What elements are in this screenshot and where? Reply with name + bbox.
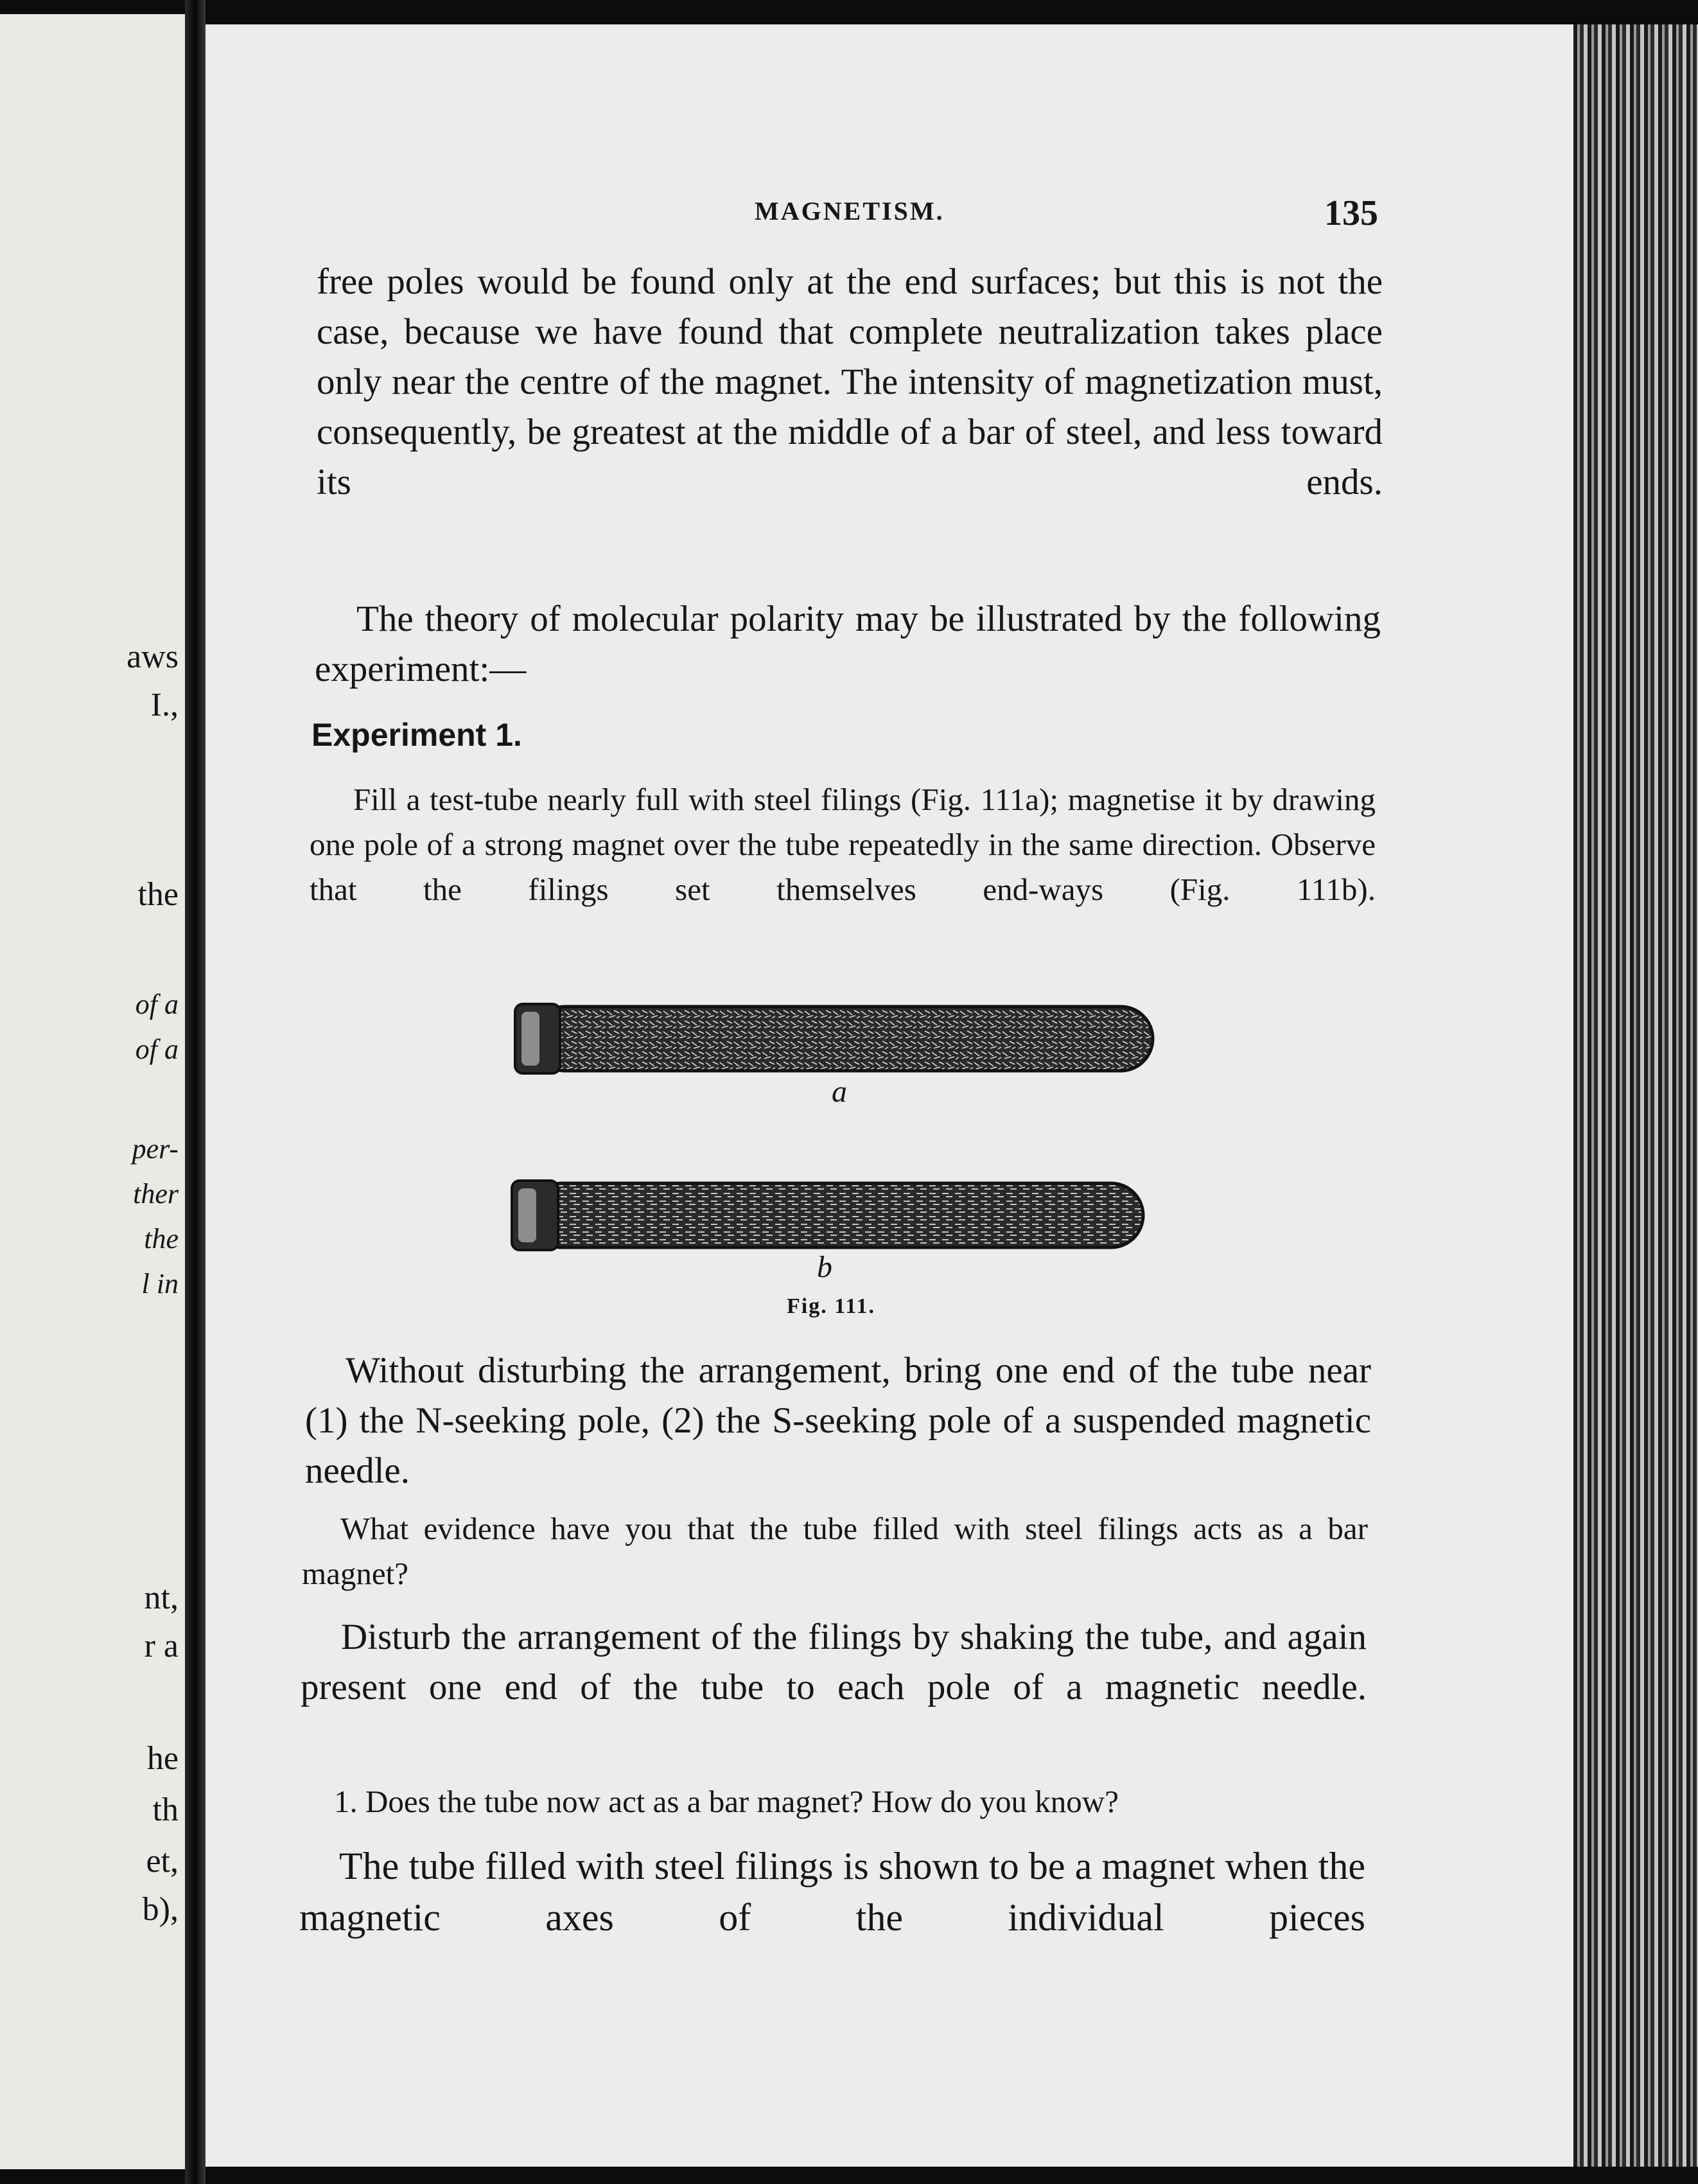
facing-page-fragment: he	[146, 1740, 179, 1777]
facing-page-fragment: et,	[146, 1843, 179, 1880]
figure-label-a: a	[832, 1075, 847, 1109]
experiment-instructions: Fill a test-tube nearly full with steel filings (Fig. 111a); magnetise it by drawing one pole of a strong magnet over the tube repeatedly in the same direction. Observe that the filings set themselves end-ways (Fig. 111b).	[310, 782, 1376, 907]
question-text: What evidence have you that the tube filled with steel filings acts as a bar magnet?	[302, 1511, 1368, 1591]
facing-page-fragment: r a	[144, 1628, 179, 1664]
body-paragraph: The tube filled with steel filings is shown to be a magnet when the magnetic axes of the individual pieces	[299, 1845, 1365, 1939]
question-text: 1. Does the tube now act as a bar magnet? How do you know?	[334, 1784, 1119, 1819]
body-paragraph: The theory of molecular polarity may be illustrated by the following experiment:—	[315, 599, 1381, 689]
body-paragraph: free poles would be found only at the end surfaces; but this is not the case, because we have found that complete neutralization takes place only near the centre of the magnet. The intensity of magnetization must, consequently, be greatest at the middle of a bar of steel, and less toward its ends.	[317, 261, 1383, 502]
facing-page-fragment: l in	[141, 1268, 179, 1299]
facing-page-fragment: ther	[133, 1178, 179, 1210]
page-stack-edge	[1573, 24, 1698, 2167]
experiment-heading: Experiment 1.	[311, 717, 522, 753]
facing-page-fragment: the	[144, 1223, 179, 1255]
facing-page-fragment: b),	[142, 1891, 179, 1928]
facing-page-fragment: aws	[127, 638, 179, 675]
running-head: MAGNETISM.	[755, 197, 945, 225]
body-paragraph: Disturb the arrangement of the filings by shaking the tube, and again present one end of the tube to each pole of a magnetic needle.	[301, 1617, 1367, 1707]
facing-page-fragment: of a	[135, 989, 179, 1020]
figure-label-b: b	[817, 1250, 832, 1284]
facing-page-fragment: per-	[132, 1133, 179, 1165]
facing-page-fragment: the	[137, 876, 179, 913]
facing-page-fragment: I.,	[150, 687, 179, 723]
facing-page-fragment: nt,	[144, 1580, 179, 1616]
facing-page-fragment: th	[152, 1792, 179, 1828]
facing-page-fragment: of a	[135, 1034, 179, 1065]
figure-caption: Fig. 111.	[787, 1294, 875, 1318]
page-number: 135	[1324, 193, 1378, 233]
book-gutter	[185, 0, 206, 2184]
facing-page-edge	[0, 14, 185, 2169]
body-paragraph: Without disturbing the arrangement, bring one end of the tube near (1) the N-seeking pole, (2) the S-seeking pole of a suspended magnetic needle.	[305, 1350, 1371, 1491]
